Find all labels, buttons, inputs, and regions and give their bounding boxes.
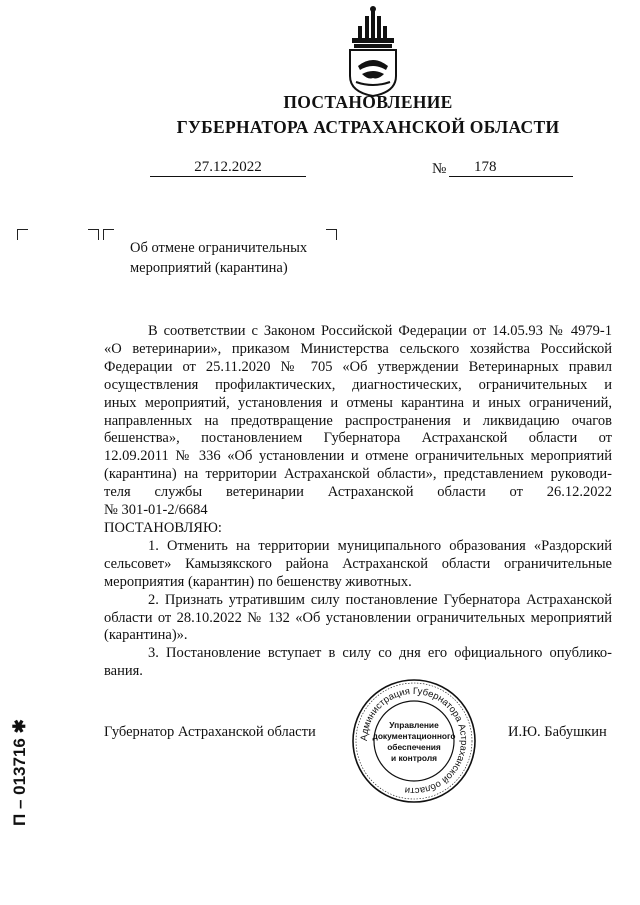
- body-line: «О ветеринарии», приказом Министерства сельского хозяйства Российской: [104, 340, 612, 357]
- svg-text:документационного: документационного: [372, 731, 456, 741]
- item-line: мероприятия (карантин) по бешенству животных.: [104, 573, 412, 590]
- serial-number: [6, 684, 30, 828]
- item-line: области от 28.10.2022 № 132 «Об установлении ограничительных мероприятий: [104, 609, 612, 626]
- body-line: бешенства», постановлением Губернатора Астраханской области от: [104, 430, 612, 447]
- item-line: 1. Отменить на территории муниципального образования «Раздорский: [148, 537, 612, 554]
- svg-text:Администрация Губернатора Астр: Администрация Губернатора Астраханской области: [358, 685, 470, 797]
- coat-of-arms-icon: [340, 6, 400, 98]
- svg-text:Управление: Управление: [389, 720, 439, 730]
- body-line: 12.09.2011 № 336 «Об установлении и отмене ограничительных мероприятий: [104, 448, 612, 465]
- corner-mark: [88, 229, 99, 240]
- document-date: 27.12.2022: [194, 159, 262, 175]
- resolve-line: ПОСТАНОВЛЯЮ:: [104, 519, 222, 536]
- document-subject: [130, 238, 307, 278]
- subject-line: мероприятий (карантина): [130, 260, 288, 276]
- document-number: 178: [474, 159, 497, 175]
- svg-text:обеспечения: обеспечения: [387, 742, 441, 752]
- body-line: (карантина) на территории Астраханской области», представлением руководи-: [104, 466, 612, 483]
- signatory-name: И.Ю. Бабушкин: [508, 724, 607, 740]
- document-type-title: ПОСТАНОВЛЕНИЕ: [283, 92, 453, 112]
- body-line: Федерации от 25.11.2020 № 705 «Об утверждении Ветеринарных правил: [104, 358, 612, 375]
- item-line: (карантина)».: [104, 627, 188, 644]
- item-line: 2. Признать утратившим силу постановление Губернатора Астраханской: [148, 591, 612, 608]
- official-stamp-icon: [351, 678, 477, 804]
- item-line: сельсовет» Камызякского района Астраханской области ограничительные: [104, 555, 612, 572]
- number-sign: №: [432, 161, 447, 177]
- body-line: № 301-01-2/6684: [104, 502, 208, 519]
- date-underline: [150, 176, 306, 177]
- number-underline: [449, 176, 573, 177]
- body-line: иных мероприятий, установления и отмены карантина и иных ограничений,: [104, 394, 612, 411]
- issuer-title: ГУБЕРНАТОРА АСТРАХАНСКОЙ ОБЛАСТИ: [176, 117, 560, 137]
- body-line: направленных на предотвращение распространения и ликвидацию очагов: [104, 412, 612, 429]
- svg-text:П – 013716 ✱: П – 013716 ✱: [10, 719, 29, 826]
- svg-text:и контроля: и контроля: [390, 753, 438, 763]
- body-line: В соответствии с Законом Российской Федерации от 14.05.93 № 4979-1: [148, 323, 612, 339]
- corner-mark: [103, 229, 114, 240]
- signatory-position: Губернатор Астраханской области: [104, 724, 316, 740]
- item-line: 3. Постановление вступает в силу со дня его официального опублико-: [148, 645, 612, 662]
- document-body: [104, 323, 612, 681]
- corner-mark: [326, 229, 337, 240]
- item-line: вания.: [104, 663, 143, 680]
- subject-line: Об отмене ограничительных: [130, 240, 308, 256]
- body-line: теля службы ветеринарии Астраханской области от 26.12.2022: [104, 484, 612, 501]
- corner-mark: [17, 229, 28, 240]
- body-line: осуществления профилактических, диагностических, ограничительных и: [104, 376, 612, 393]
